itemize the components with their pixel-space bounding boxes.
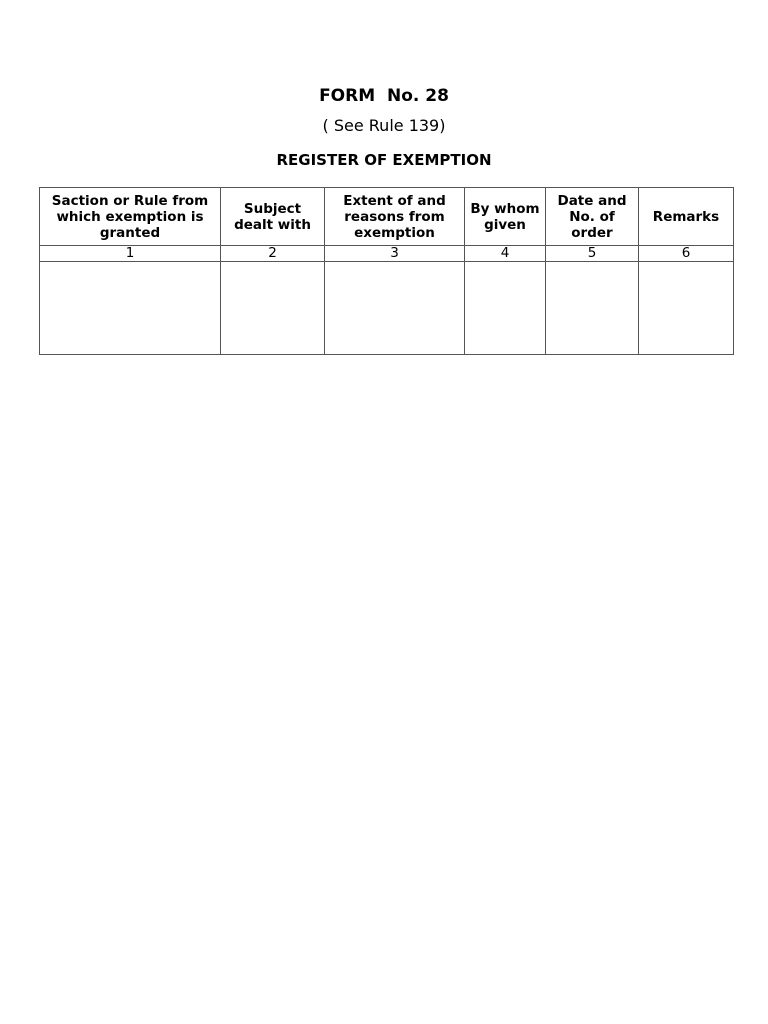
table-row [40, 262, 734, 355]
table-cell [639, 262, 734, 355]
register-heading: REGISTER OF EXEMPTION [276, 151, 492, 169]
column-header-subject: Subject dealt with [221, 188, 325, 246]
column-header-by-whom: By whom given [465, 188, 546, 246]
column-number: 6 [639, 246, 734, 262]
column-header-date-and-order: Date and No. of order [546, 188, 639, 246]
exemption-register-table [39, 187, 734, 355]
table-cell [40, 262, 221, 355]
table-cell [465, 262, 546, 355]
column-header-remarks: Remarks [639, 188, 734, 246]
column-number-row [40, 246, 734, 262]
column-header-section-or-rule: Saction or Rule from which exemption is granted [40, 188, 221, 246]
column-number: 3 [325, 246, 465, 262]
column-number: 1 [40, 246, 221, 262]
table-cell [221, 262, 325, 355]
form-subtitle: ( See Rule 139) [322, 116, 446, 135]
table-header-row [40, 188, 734, 246]
column-number: 2 [221, 246, 325, 262]
column-number: 4 [465, 246, 546, 262]
table-cell [325, 262, 465, 355]
column-header-extent-and-reasons: Extent of and reasons from exemption [325, 188, 465, 246]
table-cell [546, 262, 639, 355]
form-title: FORM No. 28 [319, 86, 449, 106]
column-number: 5 [546, 246, 639, 262]
